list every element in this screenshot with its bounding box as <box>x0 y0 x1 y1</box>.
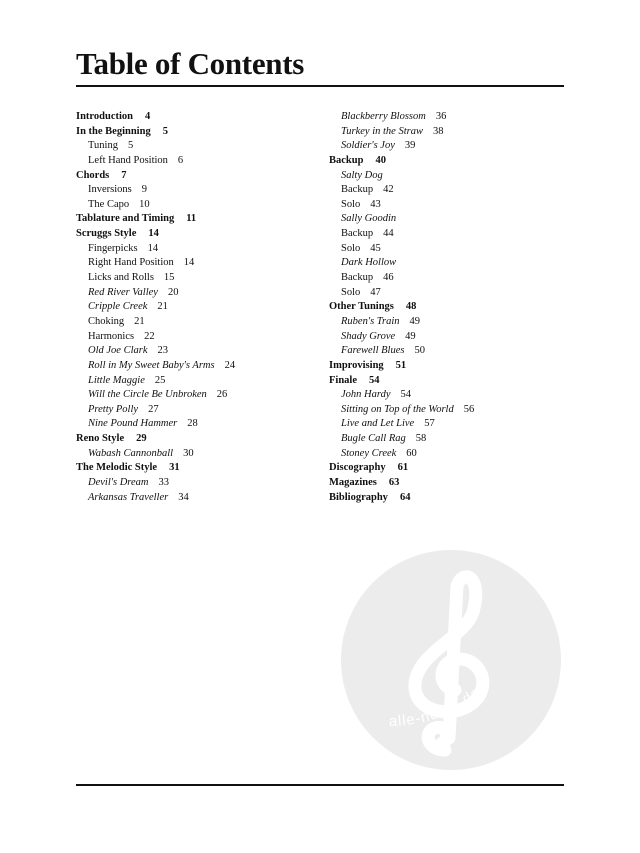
toc-entry-title: Turkey in the Straw <box>341 125 423 137</box>
toc-entry-title: Licks and Rolls <box>88 272 154 284</box>
toc-entry-title: Backup <box>341 184 374 196</box>
toc-page-number: 54 <box>400 389 411 401</box>
toc-page-number: 60 <box>406 447 417 459</box>
toc-entry-title: Wabash Cannonball <box>88 447 174 459</box>
toc-entry-title: Left Hand Position <box>88 154 168 166</box>
toc-entry <box>76 476 326 491</box>
toc-page-number: 27 <box>148 403 159 415</box>
toc-page-number: 5 <box>162 125 168 137</box>
toc-entry-title: Scruggs Style <box>76 228 137 240</box>
toc-entry-title: Backup <box>341 272 374 284</box>
toc-entry-title: The Capo <box>88 198 130 210</box>
toc-page-number: 14 <box>147 242 159 254</box>
toc-entry <box>329 198 569 213</box>
footer-rule <box>76 784 564 786</box>
toc-section <box>329 300 569 315</box>
toc-entry-title: Red River Valley <box>88 286 158 298</box>
toc-entry <box>76 374 326 389</box>
toc-page-number: 34 <box>178 491 189 503</box>
toc-entry-title: Bugle Call Rag <box>341 433 406 445</box>
toc-entry <box>329 110 569 125</box>
toc-entry-title: John Hardy <box>341 389 391 401</box>
toc-entry-title: Soldier's Joy <box>341 140 395 152</box>
toc-page-number: 25 <box>154 374 166 386</box>
toc-entry-title: Improvising <box>329 359 384 371</box>
toc-entry <box>329 403 569 418</box>
toc-entry-title: Backup <box>329 154 364 166</box>
toc-entry <box>76 388 326 403</box>
toc-entry-title: Magazines <box>329 477 377 489</box>
toc-page-number: 58 <box>415 433 427 445</box>
toc-entry-title: Choking <box>88 315 125 327</box>
toc-entry-title: Sally Goodin <box>341 213 397 225</box>
toc-page-number: 29 <box>136 433 147 445</box>
toc-entry-title: Salty Dog <box>341 169 383 181</box>
toc-page-number: 64 <box>399 491 411 503</box>
toc-entry-title: Finale <box>329 374 357 386</box>
toc-entry <box>76 403 326 418</box>
toc-page-number: 30 <box>183 447 194 459</box>
toc-entry-title: Live and Let Live <box>341 418 415 430</box>
toc-entry <box>329 417 569 432</box>
toc-entry <box>76 491 326 506</box>
toc-entry-title: Devil's Dream <box>88 477 149 489</box>
toc-entry <box>76 315 326 330</box>
toc-section <box>76 169 326 184</box>
treble-clef-icon <box>341 550 561 770</box>
toc-entry-title: Little Maggie <box>88 374 145 386</box>
toc-entry-title: Old Joe Clark <box>88 345 148 357</box>
toc-entry <box>329 271 569 286</box>
toc-page-number: 36 <box>435 111 447 122</box>
toc-page-number: 23 <box>157 345 168 357</box>
toc-entry-title: Arkansas Traveller <box>88 491 169 503</box>
toc-entry <box>76 447 326 462</box>
toc-entry-title: Reno Style <box>76 433 125 445</box>
toc-page-number: 39 <box>404 140 416 152</box>
toc-entry-title: Blackberry Blossom <box>341 111 426 122</box>
toc-page-number: 51 <box>395 359 407 371</box>
toc-entry-title: Harmonics <box>88 330 135 342</box>
toc-entry <box>329 256 569 271</box>
toc-page-number: 56 <box>463 403 475 415</box>
toc-page-number: 21 <box>134 315 145 327</box>
toc-section <box>76 432 326 447</box>
toc-entry <box>329 242 569 257</box>
toc-entry-title: Tuning <box>88 140 118 152</box>
toc-page-number: 38 <box>432 125 444 137</box>
toc-right-column <box>329 110 569 505</box>
toc-entry-title: Stoney Creek <box>341 447 397 459</box>
toc-entry <box>76 417 326 432</box>
toc-page-number: 48 <box>405 301 417 313</box>
toc-section <box>76 227 326 242</box>
toc-entry <box>329 169 569 184</box>
toc-entry <box>329 212 569 227</box>
toc-entry-title: Right Hand Position <box>88 257 174 269</box>
toc-section <box>329 359 569 374</box>
toc-entry-title: In the Beginning <box>76 125 151 137</box>
toc-entry <box>76 300 326 315</box>
toc-entry-title: Pretty Polly <box>88 403 139 415</box>
toc-page-number: 61 <box>397 462 409 474</box>
toc-left-column <box>76 110 326 505</box>
toc-entry <box>329 330 569 345</box>
toc-entry-title: Ruben's Train <box>341 315 400 327</box>
toc-page-number: 28 <box>187 418 198 430</box>
toc-section <box>76 110 326 125</box>
toc-page-number: 24 <box>224 359 236 371</box>
toc-entry <box>329 315 569 330</box>
toc-page-number: 63 <box>388 477 400 489</box>
toc-entry-title: Will the Circle Be Unbroken <box>88 389 207 401</box>
toc-entry <box>76 242 326 257</box>
toc-page-number: 54 <box>369 374 380 386</box>
toc-entry <box>76 359 326 374</box>
toc-entry <box>76 271 326 286</box>
toc-entry-title: Bibliography <box>329 491 388 503</box>
toc-entry <box>329 125 569 140</box>
toc-entry <box>76 344 326 359</box>
toc-entry-title: Farewell Blues <box>341 345 405 357</box>
toc-page-number: 11 <box>186 213 197 225</box>
toc-page-number: 33 <box>158 477 169 489</box>
toc-entry <box>76 330 326 345</box>
toc-entry <box>329 344 569 359</box>
toc-entry <box>329 286 569 301</box>
toc-entry <box>329 139 569 154</box>
toc-page-number: 15 <box>163 272 175 284</box>
toc-section <box>329 476 569 491</box>
toc-entry <box>76 198 326 213</box>
toc-entry <box>76 183 326 198</box>
watermark-text: alle-noten.de <box>388 683 484 731</box>
toc-page-number: 26 <box>216 389 228 401</box>
toc-entry-title: Solo <box>341 198 361 210</box>
toc-entry-title: Discography <box>329 462 386 474</box>
toc-entry <box>76 139 326 154</box>
toc-section <box>76 125 326 140</box>
toc-page-number: 5 <box>127 140 134 152</box>
toc-page-number: 14 <box>183 257 195 269</box>
toc-page-number: 50 <box>414 345 425 357</box>
toc-page-number: 43 <box>370 198 381 210</box>
toc-entry-title: Solo <box>341 286 361 298</box>
toc-page-number: 14 <box>148 228 159 240</box>
watermark <box>341 550 561 770</box>
page-title: Table of Contents <box>76 46 305 81</box>
toc-page-number: 10 <box>139 198 150 210</box>
toc-page-number: 21 <box>157 301 168 313</box>
toc-entry-title: Fingerpicks <box>88 242 138 254</box>
toc-page-number: 9 <box>141 184 147 196</box>
toc-entry <box>76 256 326 271</box>
toc-page-number: 6 <box>177 154 184 166</box>
toc-page-number: 40 <box>375 154 386 166</box>
toc-entry-title: Introduction <box>76 111 133 122</box>
toc-entry-title: Cripple Creek <box>88 301 148 313</box>
toc-page-number: 46 <box>383 272 394 284</box>
toc-section <box>329 154 569 169</box>
toc-page-number: 22 <box>144 330 155 342</box>
toc-page-number: 49 <box>409 315 421 327</box>
toc-page-number: 47 <box>370 286 381 298</box>
toc-entry-title: Sitting on Top of the World <box>341 403 454 415</box>
toc-section <box>329 461 569 476</box>
title-rule <box>76 85 564 87</box>
toc-page-number: 49 <box>405 330 416 342</box>
toc-entry-title: The Melodic Style <box>76 462 158 474</box>
toc-entry <box>76 286 326 301</box>
toc-entry-title: Tablature and Timing <box>76 213 175 225</box>
toc-page-number: 45 <box>370 242 381 254</box>
toc-entry-title: Solo <box>341 242 361 254</box>
toc-section <box>329 491 569 506</box>
toc-page-number: 7 <box>121 169 127 181</box>
toc-entry <box>329 447 569 462</box>
toc-entry-title: Other Tunings <box>329 301 394 313</box>
toc-entry-title: Dark Hollow <box>341 257 397 269</box>
toc-page-number: 31 <box>169 462 180 474</box>
toc-entry <box>329 388 569 403</box>
toc-page-number: 57 <box>424 418 435 430</box>
toc-section <box>329 374 569 389</box>
toc-entry-title: Nine Pound Hammer <box>88 418 178 430</box>
toc-entry-title: Inversions <box>88 184 132 196</box>
toc-section <box>76 212 326 227</box>
toc-page-number: 44 <box>383 228 394 240</box>
toc-entry-title: Chords <box>76 169 110 181</box>
toc-page-number: 42 <box>383 184 394 196</box>
toc-entry <box>329 432 569 447</box>
toc-entry <box>329 227 569 242</box>
toc-entry <box>76 154 326 169</box>
toc-page-number: 4 <box>145 111 151 122</box>
toc-entry <box>329 183 569 198</box>
toc-entry-title: Shady Grove <box>341 330 396 342</box>
toc-page-number: 20 <box>167 286 179 298</box>
toc-section <box>76 461 326 476</box>
toc-entry-title: Roll in My Sweet Baby's Arms <box>88 359 215 371</box>
toc-entry-title: Backup <box>341 228 374 240</box>
